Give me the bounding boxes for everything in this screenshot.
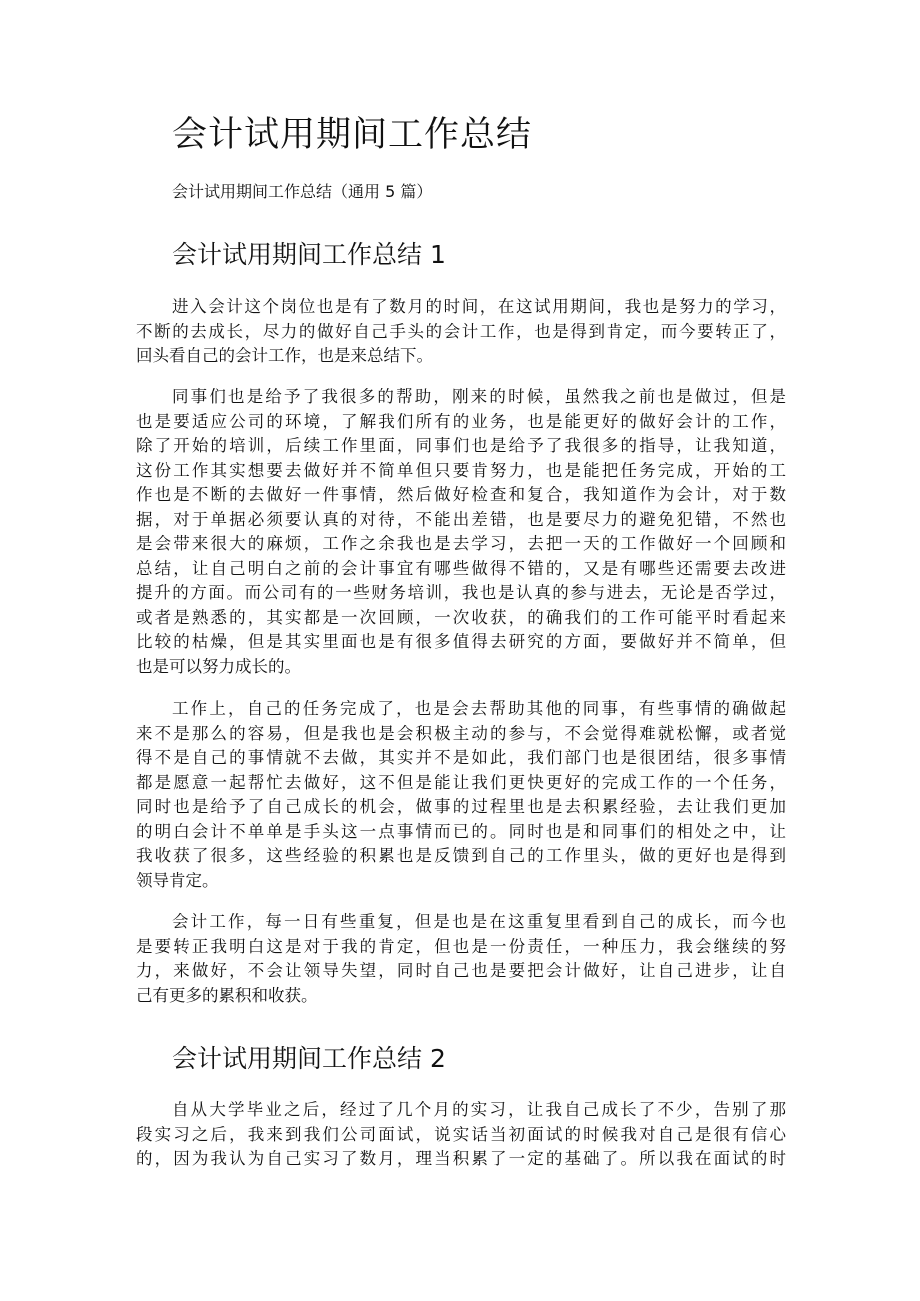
text-line: 我收获了很多，这些经验的积累也是反馈到自己的工作里头，做的更好也是得到 — [136, 846, 786, 865]
text-line: 得不是自己的事情就不去做，其实并不是如此，我们部门也是很团结，很多事情 — [136, 748, 786, 767]
paragraph — [136, 910, 786, 1008]
paragraph — [136, 697, 786, 893]
text-line: 工作上，自己的任务完成了，也是会去帮助其他的同事，有些事情的确做起 — [172, 699, 786, 718]
text-line: 也是可以努力成长的。 — [136, 656, 301, 676]
text-line: 提升的方面。而公司有的一些财务培训，我也是认真的参与进去，无论是否学过， — [136, 583, 786, 602]
text-line: 这份工作其实想要去做好并不简单但只要肯努力，也是能把任务完成，开始的工 — [136, 460, 786, 480]
document-subtitle: 会计试用期间工作总结（通用 5 篇） — [172, 182, 433, 201]
text-line: 回头看自己的会计工作，也是来总结下。 — [136, 346, 433, 365]
text-line: 比较的枯燥，但是其实里面也是有很多值得去研究的方面，要做好并不简单，但 — [136, 632, 786, 651]
text-line: 或者是熟悉的，其实都是一次回顾，一次收获，的确我们的工作可能平时看起来 — [136, 607, 786, 627]
text-line: 除了开始的培训，后续工作里面，同事们也是给予了我很多的指导，让我知道， — [136, 436, 786, 455]
text-line: 领导肯定。 — [136, 870, 219, 890]
paragraph — [136, 295, 786, 369]
paragraph — [136, 1098, 786, 1172]
text-line: 进入会计这个岗位也是有了数月的时间，在这试用期间，我也是努力的学习， — [172, 297, 786, 316]
text-line: 来不是那么的容易，但是我也是会积极主动的参与，不会觉得难就松懈，或者觉 — [136, 723, 786, 743]
text-line: 自从大学毕业之后，经过了几个月的实习，让我自己成长了不少，告别了那 — [172, 1100, 786, 1119]
text-line: 己有更多的累积和收获。 — [136, 985, 318, 1005]
text-line: 据，对于单据必须要认真的对待，不能出差错，也是要尽力的避免犯错，不然也 — [136, 509, 786, 529]
text-line: 会计工作，每一日有些重复，但是也是在这重复里看到自己的成长，而今也 — [172, 912, 786, 931]
paragraph — [136, 385, 786, 679]
text-line: 是会带来很大的麻烦，工作之余我也是去学习，去把一天的工作做好一个回顾和 — [136, 534, 786, 553]
text-line: 作也是不断的去做好一件事情，然后做好检查和复合，我知道作为会计，对于数 — [136, 485, 786, 504]
text-line: 不断的去成长，尽力的做好自己手头的会计工作，也是得到肯定，而今要转正了， — [136, 321, 786, 341]
text-line: 都是愿意一起帮忙去做好，这不但是能让我们更快更好的完成工作的一个任务， — [136, 772, 786, 792]
text-line: 段实习之后，我来到我们公司面试，说实话当初面试的时候我对自己是很有信心 — [136, 1124, 786, 1144]
text-line: 是要转正我明白这是对于我的肯定，但也是一份责任，一种压力，我会继续的努 — [136, 936, 786, 956]
text-line: 同事们也是给予了我很多的帮助，刚来的时候，虽然我之前也是做过，但是 — [172, 387, 786, 406]
text-line: 力，来做好，不会让领导失望，同时自己也是要把会计做好，让自己进步，让自 — [136, 961, 786, 980]
text-line: 的，因为我认为自己实习了数月，理当积累了一定的基础了。所以我在面试的时 — [136, 1149, 786, 1168]
text-line: 同时也是给予了自己成长的机会，做事的过程里也是去积累经验，去让我们更加 — [136, 797, 786, 816]
text-line: 总结，让自己明白之前的会计事宜有哪些做得不错的，又是有哪些还需要去改进 — [136, 558, 786, 578]
text-line: 的明白会计不单单是手头这一点事情而已的。同时也是和同事们的相处之中，让 — [136, 821, 786, 841]
document-title: 会计试用期间工作总结 — [172, 115, 533, 155]
section-heading-1: 会计试用期间工作总结 1 — [172, 240, 446, 269]
text-line: 也是要适应公司的环境，了解我们所有的业务，也是能更好的做好会计的工作， — [136, 411, 786, 431]
section-heading-2: 会计试用期间工作总结 2 — [172, 1044, 446, 1073]
